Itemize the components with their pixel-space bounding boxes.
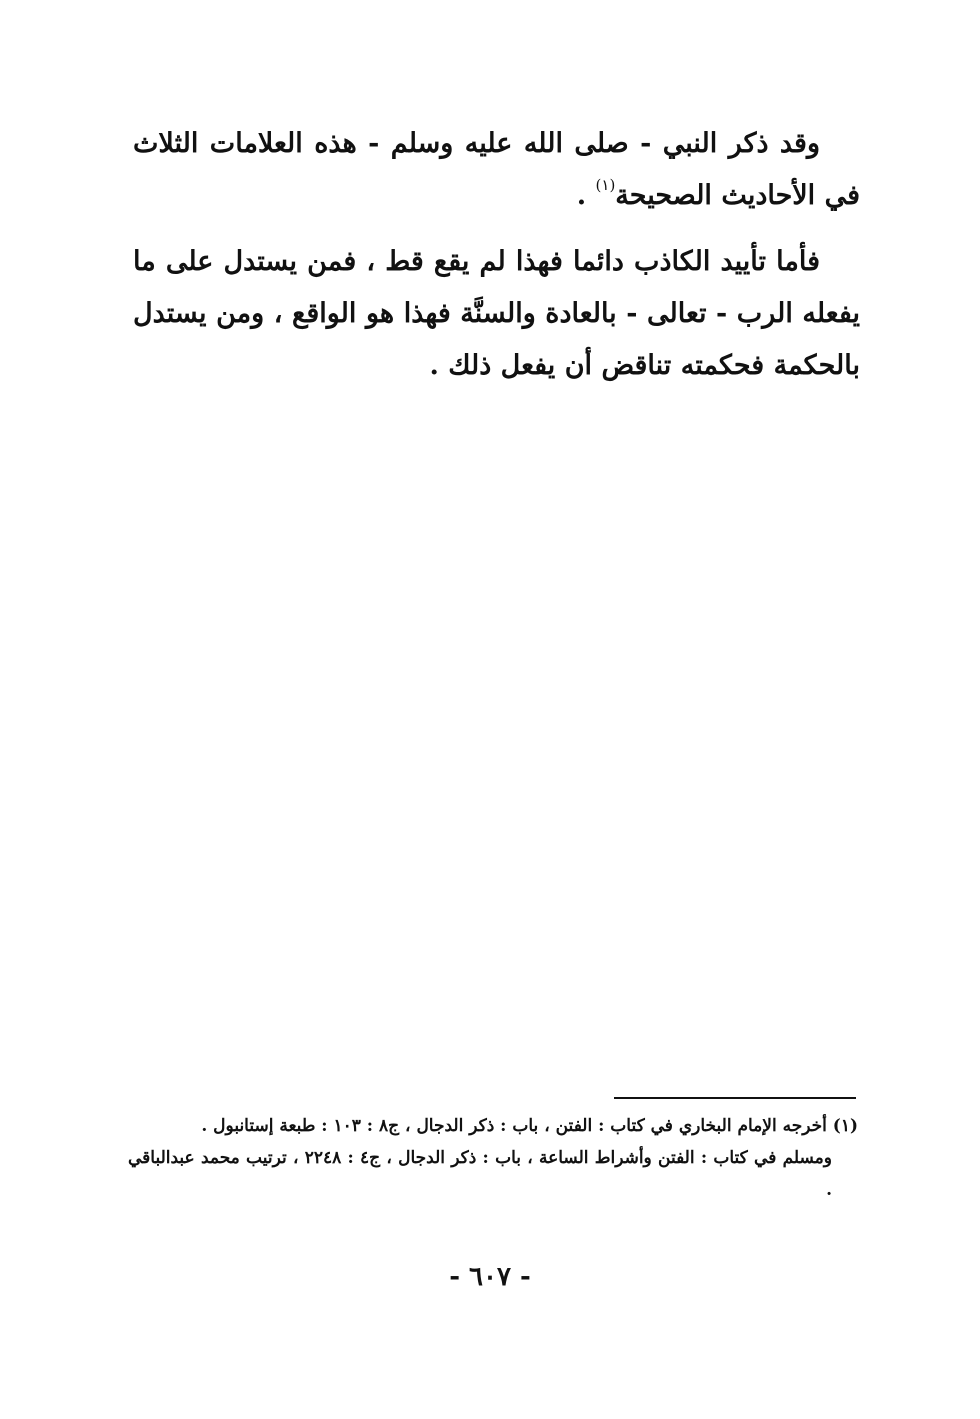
footnote-reference: (١) [595,176,616,194]
footnote-separator [614,1097,856,1099]
paragraph-1-end: . [576,180,596,211]
paragraph-1-text: وقد ذكر النبي - صلى الله عليه وسلم - هذه العلامات الثلاث في الأحاديث الصحيحة [133,128,860,211]
footnotes-section [128,1110,858,1206]
footnote-1-line-1: (١) أخرجه الإمام البخاري في كتاب : الفتن ، باب : ذكر الدجال ، ج٨ : ١٠٣ : طبعة إستانبول . [201,1116,858,1136]
paragraph-1 [133,118,860,222]
paragraph-2: فأما تأييد الكاذب دائما فهذا لم يقع قط ، فمن يستدل على ما يفعله الرب - تعالى - بالعادة والسنَّة فهذا هو الواقع ، ومن يستدل بالحكمة فحكمته تناقض أن يفعل ذلك . [133,246,860,381]
page-number: - ٦٠٧ - [449,1262,531,1292]
footnote-1-line-2: ومسلم في كتاب : الفتن وأشراط الساعة ، باب : ذكر الدجال ، ج٤ : ٢٢٤٨ ، ترتيب محمد عبدالباقي . [128,1148,832,1200]
